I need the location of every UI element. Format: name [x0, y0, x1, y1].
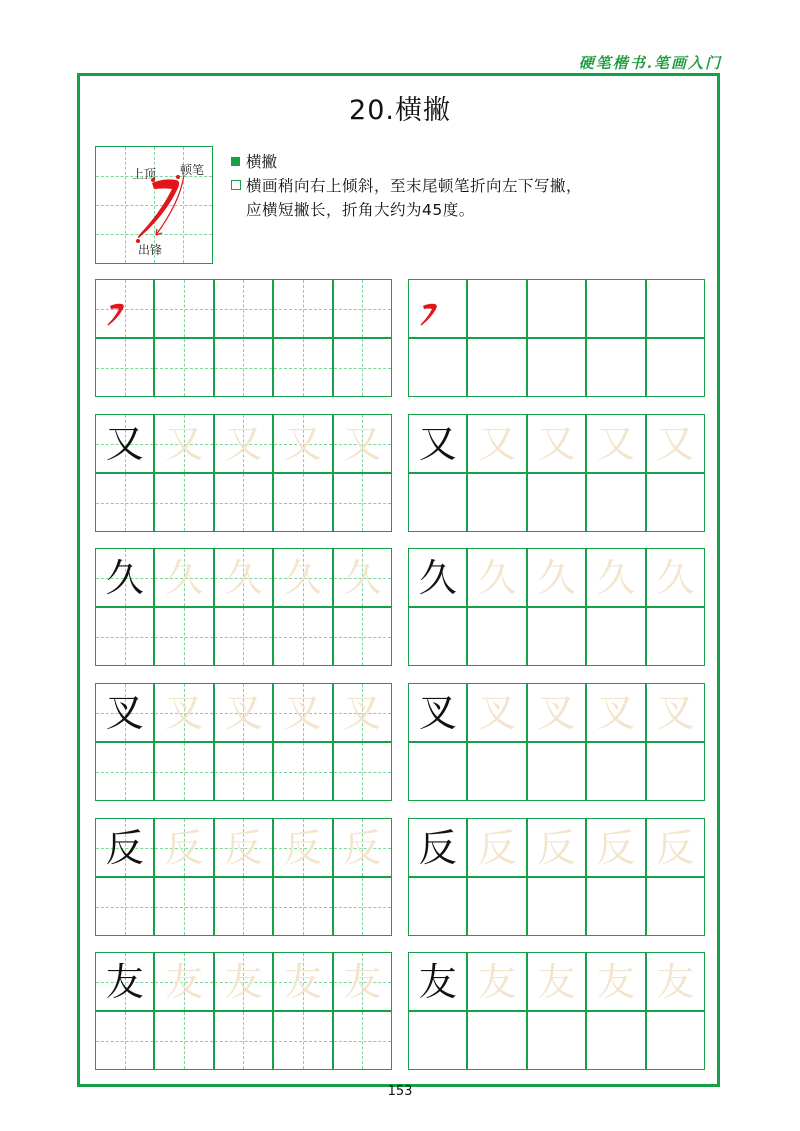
description-line-1: 横画稍向右上倾斜，至末尾顿笔折向左下写撇，: [231, 174, 582, 198]
cell-guide-horizontal: [274, 772, 331, 773]
trace-character: 又: [537, 421, 576, 466]
practice-grid: [408, 414, 705, 532]
practice-cell: [333, 607, 392, 666]
trace-character: 久: [596, 555, 635, 600]
practice-cell: [527, 279, 586, 338]
practice-cell: [467, 414, 526, 473]
practice-cell: [646, 1011, 705, 1070]
practice-cell: [586, 952, 645, 1011]
practice-cell: [214, 877, 273, 936]
model-character: 友: [418, 959, 457, 1004]
trace-character: 叉: [537, 690, 576, 735]
practice-cell: [333, 473, 392, 532]
practice-cell: [95, 683, 154, 742]
hengpie-stroke-sample: [409, 280, 468, 339]
trace-character: 友: [224, 959, 263, 1004]
practice-cell: [214, 742, 273, 801]
practice-cell: [586, 338, 645, 397]
practice-cell: [527, 952, 586, 1011]
practice-cell: [95, 548, 154, 607]
trace-character: 反: [343, 825, 382, 870]
practice-cell: [273, 1011, 332, 1070]
model-character: 叉: [105, 690, 144, 735]
trace-character: 叉: [478, 690, 517, 735]
practice-cell: [154, 548, 213, 607]
practice-cell: [214, 1011, 273, 1070]
cell-guide-horizontal: [274, 309, 331, 310]
cell-guide-horizontal: [155, 368, 212, 369]
practice-cell: [586, 742, 645, 801]
hollow-square-icon: [231, 180, 241, 190]
practice-cell: [154, 683, 213, 742]
practice-grid: [408, 279, 705, 397]
cell-guide-horizontal: [96, 637, 153, 638]
hengpie-stroke-sample: [96, 280, 155, 339]
practice-cell: [408, 279, 467, 338]
practice-cell: [467, 473, 526, 532]
trace-character: 又: [343, 421, 382, 466]
trace-character: 久: [224, 555, 263, 600]
practice-cell: [333, 338, 392, 397]
practice-cell: [273, 607, 332, 666]
practice-cell: [586, 548, 645, 607]
practice-grid: [95, 952, 392, 1070]
practice-cell: [333, 279, 392, 338]
practice-cell: [214, 952, 273, 1011]
practice-cell: [214, 683, 273, 742]
practice-cell: [95, 473, 154, 532]
practice-cell: [154, 818, 213, 877]
practice-cell: [527, 742, 586, 801]
trace-character: 反: [165, 825, 204, 870]
cell-guide-horizontal: [334, 309, 391, 310]
practice-cell: [214, 473, 273, 532]
trace-character: 反: [224, 825, 263, 870]
practice-cell: [646, 607, 705, 666]
practice-cell: [333, 952, 392, 1011]
practice-cell: [586, 877, 645, 936]
practice-cell: [273, 683, 332, 742]
practice-cell: [408, 473, 467, 532]
cell-guide-horizontal: [96, 503, 153, 504]
practice-cell: [408, 952, 467, 1011]
practice-cell: [95, 952, 154, 1011]
practice-cell: [154, 473, 213, 532]
cell-guide-horizontal: [334, 1041, 391, 1042]
cell-guide-horizontal: [96, 1041, 153, 1042]
practice-cell: [527, 683, 586, 742]
trace-character: 友: [478, 959, 517, 1004]
label-out: 出锋: [138, 243, 163, 257]
practice-cell: [646, 473, 705, 532]
trace-character: 友: [596, 959, 635, 1004]
trace-character: 久: [283, 555, 322, 600]
practice-cell: [95, 877, 154, 936]
description-line-2: 应横短撇长，折角大约为45度。: [246, 201, 475, 219]
trace-character: 久: [165, 555, 204, 600]
practice-cell: [333, 414, 392, 473]
cell-guide-horizontal: [96, 772, 153, 773]
practice-cell: [527, 548, 586, 607]
practice-cell: [467, 742, 526, 801]
trace-character: 友: [537, 959, 576, 1004]
practice-cell: [586, 279, 645, 338]
practice-cell: [408, 1011, 467, 1070]
trace-character: 久: [478, 555, 517, 600]
practice-cell: [214, 548, 273, 607]
practice-cell: [154, 952, 213, 1011]
stroke-demo-box: [95, 146, 213, 264]
practice-cell: [273, 952, 332, 1011]
model-character: 反: [105, 825, 144, 870]
practice-cell: [333, 683, 392, 742]
practice-cell: [273, 742, 332, 801]
practice-grid: [95, 548, 392, 666]
cell-guide-horizontal: [334, 503, 391, 504]
practice-cell: [586, 818, 645, 877]
cell-guide-horizontal: [215, 772, 272, 773]
page-title: 20.横撇: [349, 95, 451, 126]
cell-guide-horizontal: [215, 907, 272, 908]
practice-cell: [527, 818, 586, 877]
practice-cell: [646, 877, 705, 936]
practice-grid: [408, 683, 705, 801]
practice-cell: [408, 683, 467, 742]
practice-cell: [333, 877, 392, 936]
green-square-icon: [231, 157, 240, 166]
trace-character: 又: [224, 421, 263, 466]
practice-cell: [273, 877, 332, 936]
practice-cell: [646, 548, 705, 607]
practice-cell: [214, 279, 273, 338]
practice-cell: [408, 414, 467, 473]
trace-character: 叉: [224, 690, 263, 735]
cell-guide-horizontal: [215, 503, 272, 504]
practice-cell: [95, 279, 154, 338]
label-top: 上顶: [132, 167, 157, 181]
cell-guide-horizontal: [155, 772, 212, 773]
practice-cell: [586, 683, 645, 742]
trace-character: 叉: [596, 690, 635, 735]
model-character: 反: [418, 825, 457, 870]
practice-cell: [273, 279, 332, 338]
trace-character: 反: [596, 825, 635, 870]
trace-character: 叉: [283, 690, 322, 735]
practice-cell: [95, 338, 154, 397]
trace-character: 叉: [343, 690, 382, 735]
trace-character: 叉: [656, 690, 695, 735]
practice-cell: [646, 338, 705, 397]
cell-guide-horizontal: [215, 368, 272, 369]
model-character: 久: [105, 555, 144, 600]
trace-character: 友: [656, 959, 695, 1004]
practice-cell: [467, 548, 526, 607]
practice-cell: [95, 414, 154, 473]
practice-cell: [527, 1011, 586, 1070]
model-character: 又: [105, 421, 144, 466]
practice-grid: [408, 548, 705, 666]
cell-guide-horizontal: [274, 907, 331, 908]
practice-cell: [586, 607, 645, 666]
practice-cell: [408, 607, 467, 666]
stroke-description: [231, 150, 582, 222]
practice-cell: [214, 818, 273, 877]
cell-guide-horizontal: [215, 1041, 272, 1042]
trace-character: 反: [537, 825, 576, 870]
practice-cell: [154, 742, 213, 801]
practice-cell: [527, 607, 586, 666]
practice-cell: [95, 818, 154, 877]
trace-character: 友: [343, 959, 382, 1004]
cell-guide-horizontal: [274, 368, 331, 369]
trace-character: 反: [283, 825, 322, 870]
trace-character: 又: [596, 421, 635, 466]
practice-cell: [214, 607, 273, 666]
practice-cell: [273, 473, 332, 532]
trace-character: 又: [656, 421, 695, 466]
cell-guide-horizontal: [96, 368, 153, 369]
practice-grid: [408, 818, 705, 936]
practice-cell: [154, 338, 213, 397]
model-character: 又: [418, 421, 457, 466]
practice-grid: [95, 818, 392, 936]
practice-cell: [467, 338, 526, 397]
practice-cell: [214, 414, 273, 473]
trace-character: 又: [165, 421, 204, 466]
practice-cell: [646, 683, 705, 742]
practice-cell: [273, 338, 332, 397]
practice-cell: [408, 338, 467, 397]
cell-guide-horizontal: [274, 503, 331, 504]
trace-character: 叉: [165, 690, 204, 735]
trace-character: 又: [283, 421, 322, 466]
trace-character: 反: [656, 825, 695, 870]
practice-cell: [154, 1011, 213, 1070]
cell-guide-horizontal: [334, 637, 391, 638]
practice-cell: [333, 548, 392, 607]
practice-grid: [408, 952, 705, 1070]
practice-grid: [95, 683, 392, 801]
practice-cell: [646, 952, 705, 1011]
practice-cell: [467, 952, 526, 1011]
cell-guide-horizontal: [155, 907, 212, 908]
practice-cell: [273, 548, 332, 607]
practice-cell: [154, 414, 213, 473]
practice-cell: [408, 742, 467, 801]
cell-guide-horizontal: [274, 637, 331, 638]
cell-guide-horizontal: [215, 309, 272, 310]
practice-cell: [273, 414, 332, 473]
practice-cell: [646, 742, 705, 801]
cell-guide-horizontal: [155, 637, 212, 638]
cell-guide-horizontal: [334, 907, 391, 908]
page-number: 153: [387, 1084, 413, 1099]
practice-cell: [586, 1011, 645, 1070]
book-series-header: 硬笔楷书.笔画入门: [578, 54, 722, 72]
trace-character: 友: [283, 959, 322, 1004]
cell-guide-horizontal: [334, 368, 391, 369]
cell-guide-horizontal: [155, 503, 212, 504]
trace-character: 久: [537, 555, 576, 600]
cell-guide-horizontal: [215, 637, 272, 638]
practice-cell: [586, 473, 645, 532]
practice-cell: [333, 1011, 392, 1070]
practice-cell: [154, 877, 213, 936]
cell-guide-horizontal: [334, 772, 391, 773]
practice-cell: [467, 877, 526, 936]
practice-cell: [154, 607, 213, 666]
trace-character: 友: [165, 959, 204, 1004]
practice-cell: [154, 279, 213, 338]
practice-cell: [408, 818, 467, 877]
practice-cell: [408, 877, 467, 936]
practice-cell: [333, 818, 392, 877]
trace-character: 反: [478, 825, 517, 870]
trace-character: 久: [343, 555, 382, 600]
practice-cell: [646, 414, 705, 473]
practice-cell: [646, 818, 705, 877]
practice-cell: [467, 818, 526, 877]
model-character: 友: [105, 959, 144, 1004]
practice-cell: [586, 414, 645, 473]
practice-cell: [408, 548, 467, 607]
practice-cell: [467, 279, 526, 338]
practice-cell: [467, 1011, 526, 1070]
trace-character: 久: [656, 555, 695, 600]
cell-guide-horizontal: [96, 907, 153, 908]
cell-guide-horizontal: [155, 1041, 212, 1042]
practice-cell: [273, 818, 332, 877]
practice-cell: [95, 607, 154, 666]
cell-guide-horizontal: [274, 1041, 331, 1042]
practice-cell: [646, 279, 705, 338]
practice-grid: [95, 279, 392, 397]
trace-character: 又: [478, 421, 517, 466]
practice-cell: [527, 338, 586, 397]
description-heading: 横撇: [231, 150, 582, 174]
practice-cell: [333, 742, 392, 801]
practice-cell: [467, 607, 526, 666]
model-character: 久: [418, 555, 457, 600]
practice-cell: [527, 414, 586, 473]
practice-cell: [467, 683, 526, 742]
practice-cell: [95, 1011, 154, 1070]
practice-cell: [95, 742, 154, 801]
practice-cell: [527, 473, 586, 532]
model-character: 叉: [418, 690, 457, 735]
practice-cell: [214, 338, 273, 397]
label-dun: 顿笔: [180, 163, 205, 177]
practice-cell: [527, 877, 586, 936]
practice-grid: [95, 414, 392, 532]
cell-guide-horizontal: [155, 309, 212, 310]
